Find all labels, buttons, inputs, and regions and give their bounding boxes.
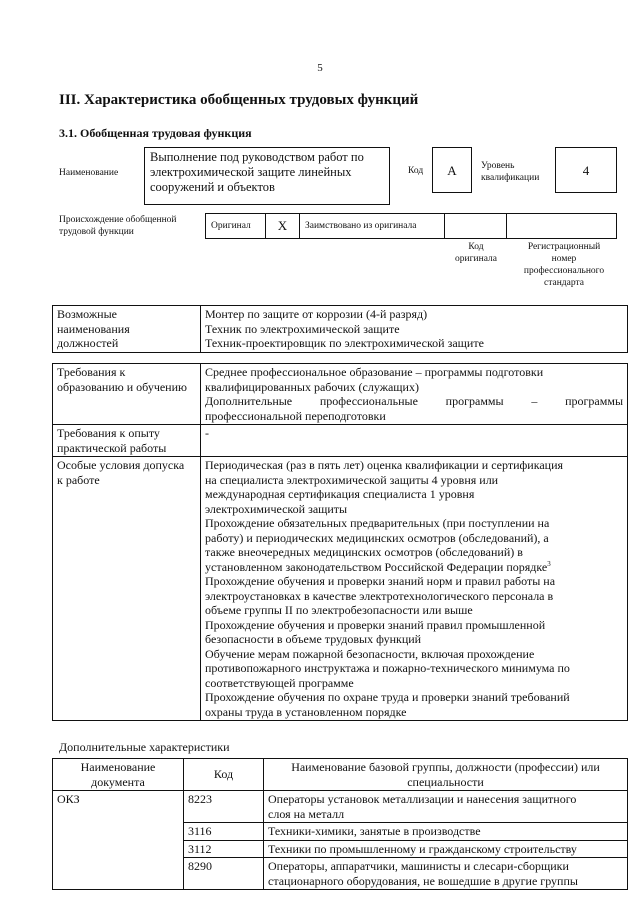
table-row [53, 306, 628, 353]
name-line: Операторы, аппаратчики, машинисты и слесари-сборщики [268, 859, 569, 873]
name-cell: Техники-химики, занятые в производстве [264, 823, 628, 841]
value-line: безопасности в объеме трудовых функций [205, 632, 422, 646]
job-title: Техник по электрохимической защите [205, 321, 400, 336]
borrowed-label: Заимствовано из оригинала [300, 214, 445, 238]
label-line: Особые условия допуска [57, 458, 185, 472]
additional-title: Дополнительные характеристики [59, 740, 230, 754]
value-line: международная сертификация специалиста 1 уровня [205, 487, 475, 501]
value-line: Прохождение обучения и проверки знаний правил промышленной [205, 617, 546, 632]
value-line: охраны труда в установленном порядке [205, 704, 407, 719]
value-line: Прохождение обучения и проверки знаний норм и правил работы на [205, 574, 556, 588]
value-line: квалифицированных рабочих (служащих) [205, 379, 419, 394]
level-label [481, 160, 539, 184]
name-line: Выполнение под руководством работ по [150, 150, 364, 164]
origin-label-line: Происхождение обобщенной [59, 215, 177, 225]
name-cell [264, 858, 628, 890]
value-line-text: установленном законодательством Российской Федерации порядке [205, 559, 548, 574]
value-line: Обучение мерам пожарной безопасности, включая прохождение [205, 646, 535, 661]
name-line: стационарного оборудования, не вошедшие в другие группы [268, 873, 578, 888]
value-line: Дополнительные профессиональные программы – программы [205, 394, 623, 408]
label-line: Требования к [57, 365, 126, 379]
subsection-title: 3.1. Обобщенная трудовая функция [59, 126, 252, 140]
experience-value: - [201, 425, 628, 457]
origin-label [59, 214, 177, 238]
value-line: объеме группы II по электробезопасности или выше [205, 603, 473, 617]
value-line: Прохождение обучения по охране труда и проверки знаний требований [205, 690, 570, 704]
code-label: Код [408, 166, 424, 176]
additional-table [52, 758, 628, 890]
original-code-cell [445, 214, 507, 238]
label-line: Возможные [57, 307, 117, 321]
value-line: соответствующей программе [205, 675, 354, 690]
name-line: электрохимической защите линейных [150, 165, 352, 179]
requirements-table [52, 363, 628, 721]
job-titles-values [201, 306, 628, 353]
name-line: сооружений и объектов [150, 180, 275, 194]
reg-caption-line: Регистрационный [527, 242, 601, 252]
reg-caption-line: профессионального [523, 266, 605, 276]
reg-caption-line: стандарта [544, 278, 584, 288]
value-line: электроустановках в качестве электротехнологического персонала в [205, 588, 554, 603]
origin-label-line: трудовой функции [59, 227, 134, 237]
name-value-box [144, 147, 390, 205]
col-doc-header: Наименование документа [53, 759, 184, 791]
value-line: электрохимической защиты [205, 501, 348, 516]
section-title: III. Характеристика обобщенных трудовых функций [59, 92, 419, 108]
col-name-header: Наименование базовой группы, должности (профессии) или специальности [264, 759, 628, 791]
job-titles-table [52, 305, 628, 353]
table-row [53, 364, 628, 425]
doc-cell: ОКЗ [53, 791, 184, 890]
conditions-label [53, 457, 201, 721]
value-line: профессиональной переподготовки [205, 408, 386, 423]
value-line: Среднее профессиональное образование – программы подготовки [205, 365, 544, 379]
reg-caption-line: номер [551, 254, 577, 264]
table-row [53, 791, 628, 823]
value-line: Периодическая (раз в пять лет) оценка квалификации и сертификация [205, 458, 564, 472]
label-line: должностей [57, 336, 119, 350]
job-title: Монтер по защите от коррозии (4-й разряд) [205, 307, 428, 321]
code-value: A [432, 147, 472, 193]
value-line: Прохождение обязательных предварительных (при поступлении на [205, 516, 550, 530]
value-line [205, 560, 623, 575]
label-line: образованию и обучению [57, 379, 187, 394]
education-value [201, 364, 628, 425]
code-cell: 3112 [184, 840, 264, 858]
value-line: работу) и периодических медицинских осмотров (обследований), а [205, 530, 549, 545]
original-mark: X [266, 214, 300, 238]
name-line: слоя на металл [268, 806, 345, 821]
reg-number-cell [507, 214, 616, 238]
label-line: наименования [57, 321, 130, 336]
footnote-mark: 3 [547, 559, 551, 568]
value-line: противопожарного инструктажа и пожарно-технического минимума по [205, 661, 570, 675]
table-row [53, 425, 628, 457]
education-label [53, 364, 201, 425]
name-cell [264, 791, 628, 823]
job-title: Техник-проектировщик по электрохимической защите [205, 336, 484, 350]
code-cell: 3116 [184, 823, 264, 841]
level-value: 4 [555, 147, 617, 193]
value-line: также внеочередных медицинских осмотров (обследований) в [205, 545, 523, 559]
name-line: Операторы установок металлизации и нанесения защитного [268, 792, 577, 806]
name-label: Наименование [59, 168, 119, 178]
level-label-line: Уровень [481, 161, 515, 171]
label-line: к работе [57, 472, 100, 487]
code-cell: 8223 [184, 791, 264, 823]
label-line: Требования к опыту [57, 426, 160, 440]
table-row [53, 457, 628, 721]
page-number: 5 [317, 62, 323, 74]
experience-label [53, 425, 201, 457]
level-label-line: квалификации [481, 173, 540, 183]
col-code-header: Код [184, 759, 264, 791]
reg-caption [508, 241, 620, 289]
code-caption-line: оригинала [455, 254, 497, 264]
code-cell: 8290 [184, 858, 264, 890]
code-caption [442, 241, 510, 265]
job-titles-label [53, 306, 201, 353]
origin-row [205, 213, 617, 239]
label-line: практической работы [57, 440, 167, 455]
code-caption-line: Код [468, 242, 484, 252]
conditions-value [201, 457, 628, 721]
value-line: на специалиста электрохимической защиты 4 уровня или [205, 472, 499, 487]
original-label: Оригинал [206, 214, 266, 238]
name-cell: Техники по промышленному и гражданскому строительству [264, 840, 628, 858]
table-header-row [53, 759, 628, 791]
